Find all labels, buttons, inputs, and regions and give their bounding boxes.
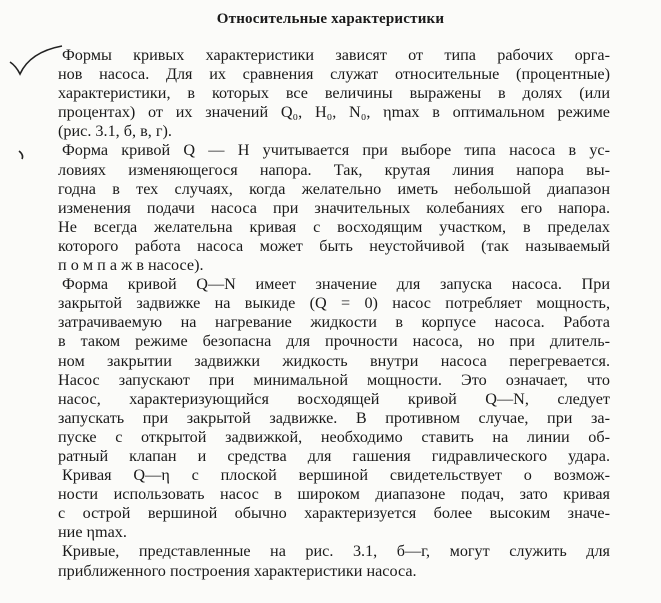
tick-mark [16, 148, 30, 162]
text-line: ловиях изменяющегося напора. Так, крутая линия напора вы- [58, 160, 610, 179]
text-line: характеристики, в которых все величины выражены в долях (или [58, 84, 610, 103]
text-line: (рис. 3.1, б, в, г). [58, 122, 172, 141]
text-line: ности использовать насос в широком диапазоне подач, зато кривая [58, 485, 610, 504]
text-line: затрачиваемую на нагревание жидкости в корпусе насоса. Работа [58, 313, 610, 332]
text-line: нов насоса. Для их сравнения служат относительные (процентные) [58, 65, 610, 84]
text-line: п о м п а ж в насосе). [58, 256, 204, 275]
text-line: насос, характеризующийся восходящей кривой Q—N, следует [58, 389, 610, 408]
text-line: с острой вершиной обычно характеризуется более высоким значе- [58, 504, 610, 523]
text-line: ном закрытии задвижки жидкость внутри насоса перегревается. [58, 351, 610, 370]
text-line: Не всегда желательна кривая с восходящим участком, в пределах [58, 217, 610, 236]
text-line: Насос запускают при минимальной мощности. Это означает, что [58, 370, 610, 389]
text-line: ратный клапан и средства для гашения гидравлического удара. [58, 446, 610, 465]
text-line: Форма кривой Q—N имеет значение для запуска насоса. При [62, 275, 610, 294]
text-line: ние ηmax. [58, 523, 127, 542]
text-line: изменения подачи насоса при значительных колебаниях его напора. [58, 198, 610, 217]
body-text [58, 46, 610, 581]
text-line: в таком режиме безопасна для прочности насоса, но при длитель- [58, 332, 610, 351]
text-line: запускать при закрытой задвижке. В противном случае, при за- [58, 408, 610, 427]
text-line: закрытой задвижке на выкиде (Q = 0) насос потребляет мощность, [58, 294, 610, 313]
text-line: пуске с открытой задвижкой, необходимо ставить на линии об- [58, 427, 610, 446]
text-line: Кривые, представленные на рис. 3.1, б—г, могут служить для [62, 542, 610, 561]
text-line: приближенного построения характеристики насоса. [58, 561, 417, 580]
text-line: которого работа насоса может быть неустойчивой (так называемый [58, 236, 610, 255]
check-mark [6, 40, 66, 80]
text-line: Форма кривой Q — H учитывается при выборе типа насоса в ус- [62, 141, 610, 160]
text-line: годна в тех случаях, когда желательно иметь небольшой диапазон [58, 179, 610, 198]
text-line: Кривая Q—η с плоской вершиной свидетельствует о возмож- [62, 466, 610, 485]
text-line: Формы кривых характеристики зависят от типа рабочих орга- [62, 46, 610, 64]
text-line: процентах) от их значений Q₀, H₀, N₀, ηmax в оптимальном режиме [58, 103, 610, 122]
section-title: Относительные характеристики [216, 11, 445, 27]
